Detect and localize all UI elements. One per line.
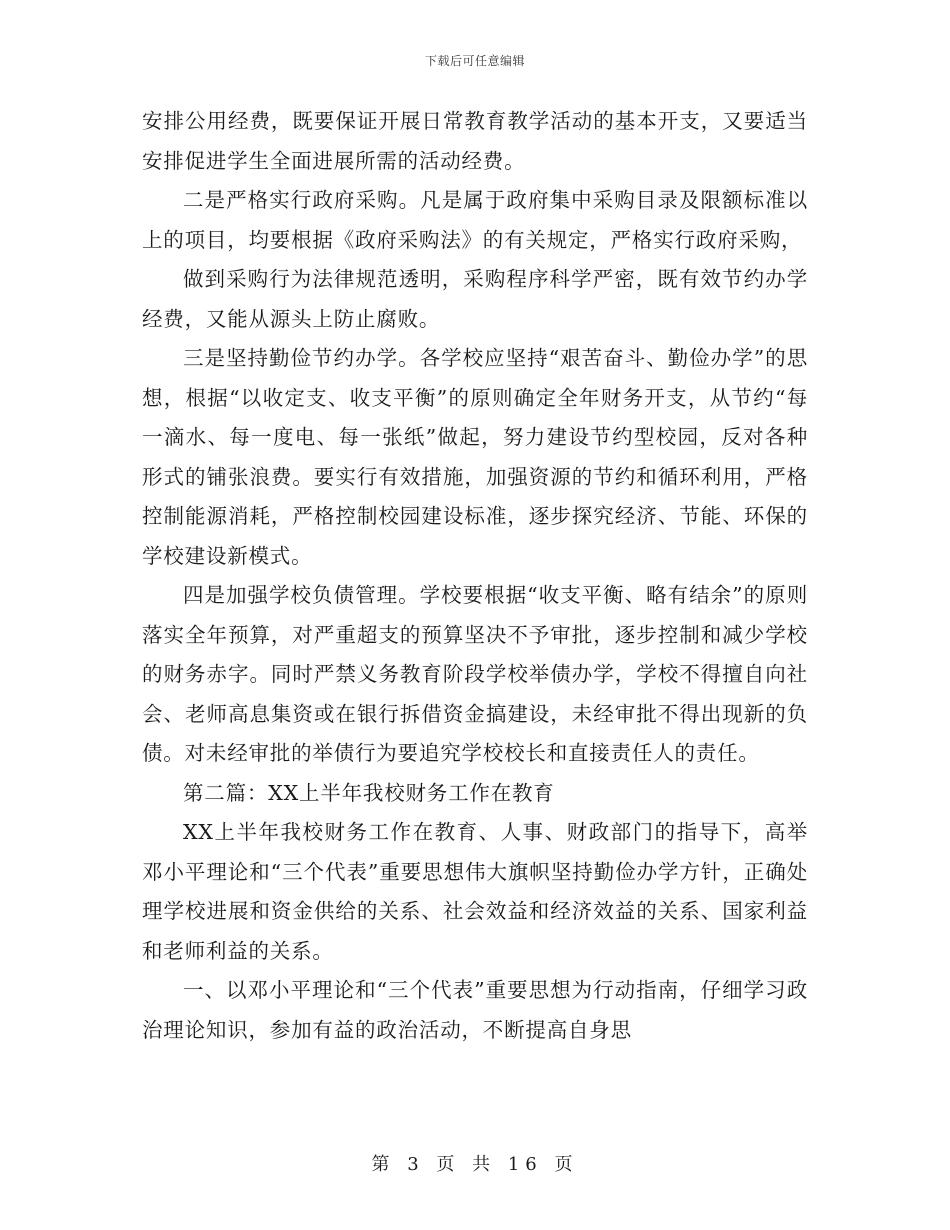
paragraph: 安排公用经费，既要保证开展日常教育教学活动的基本开支，又要适当安排促进学生全面进展所需的活动经费。	[142, 109, 808, 173]
section-heading: 第二篇：XX上半年我校财务工作在教育	[183, 780, 555, 805]
paragraph: 做到采购行为法律规范透明，采购程序科学严密，既有效节约办学经费，又能从源头上防止腐败。	[142, 267, 808, 331]
page-header: 下载后可任意编辑	[424, 54, 525, 68]
paragraph: 二是严格实行政府采购。凡是属于政府集中采购目录及限额标准以上的项目，均要根据《政府采购法》的有关规定，严格实行政府采购，	[142, 188, 808, 252]
document-body	[142, 102, 808, 1050]
paragraph: 一、以邓小平理论和“三个代表”重要思想为行动指南，仔细学习政治理论知识，参加有益的政治活动，不断提高自身思	[142, 978, 808, 1042]
paragraph: 四是加强学校负债管理。学校要根据“收支平衡、略有结余”的原则落实全年预算，对严重超支的预算坚决不予审批，逐步控制和减少学校的财务赤字。同时严禁义务教育阶段学校举债办学，学校不得擅自向社会、老师高息集资或在银行拆借资金搞建设，未经审批不得出现新的负债。对未经审批的举债行为要追究学校校长和直接责任人的责任。	[142, 583, 808, 765]
paragraph: XX上半年我校财务工作在教育、人事、财政部门的指导下，高举邓小平理论和“三个代表”重要思想伟大旗帜坚持勤俭办学方针，正确处理学校进展和资金供给的关系、社会效益和经济效益的关系、国家利益和老师利益的关系。	[142, 820, 808, 963]
page-number: 第 3 页 共 16 页	[371, 1154, 579, 1175]
paragraph: 三是坚持勤俭节约办学。各学校应坚持“艰苦奋斗、勤俭办学”的思想，根据“以收定支、收支平衡”的原则确定全年财务开支，从节约“每一滴水、每一度电、每一张纸”做起，努力建设节约型校园，反对各种形式的铺张浪费。要实行有效措施，加强资源的节约和循环利用，严格控制能源消耗，严格控制校园建设标准，逐步探究经济、节能、环保的学校建设新模式。	[142, 346, 808, 568]
